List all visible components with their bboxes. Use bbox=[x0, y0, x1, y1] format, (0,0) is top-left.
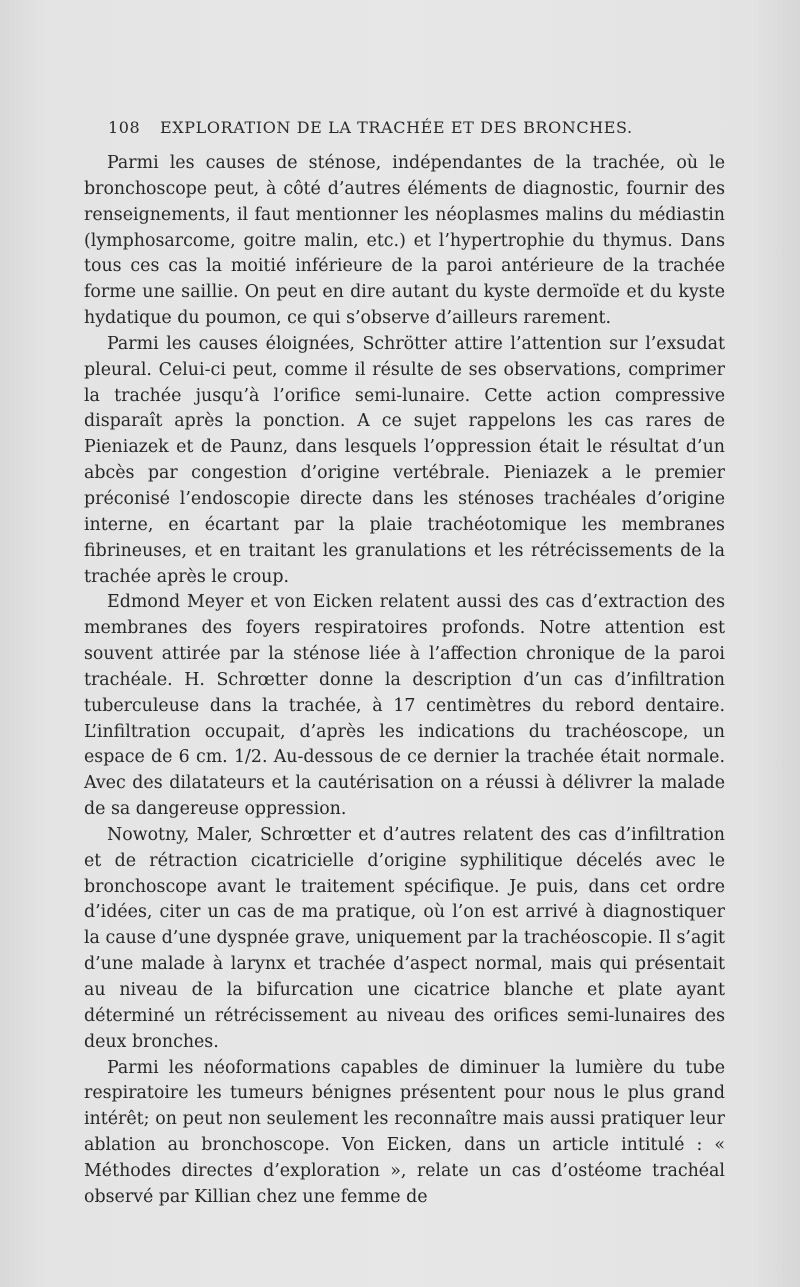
paragraph-meyer-eicken: Edmond Meyer et von Eicken relatent aussi des cas d’extraction des membranes des foyers respiratoires profonds. Notre attention est souvent attirée par la sténose liée à l’affection chronique de la paroi trachéale. H. Schrœtter donne la description d’un cas d’infiltration tuberculeuse dans la trachée, à 17 centimètres du rebord dentaire. L’infiltration occupait, d’après les indications du trachéoscope, un espace de 6 cm. 1/2. Au-dessous de ce dernier la trachée était normale. Avec des dilatateurs et la cautérisation on a réussi à délivrer la malade de sa dangereuse oppression. bbox=[84, 592, 725, 820]
page-number: 108 bbox=[108, 118, 141, 137]
body-text bbox=[84, 151, 725, 1211]
paragraph-neoformations: Parmi les néoformations capables de diminuer la lumière du tube respiratoire les tumeurs bénignes présentent pour nous le plus grand intérêt; on peut non seulement les reconnaître mais aussi pratiquer leur ablation au bronchoscope. Von Eicken, dans un article intitulé : « Méthodes directes d’exploration », relate un cas d’ostéome trachéal observé par Killian chez une femme de bbox=[84, 1057, 725, 1207]
paragraph-nowotny: Nowotny, Maler, Schrœtter et d’autres relatent des cas d’infiltration et de rétraction cicatricielle d’origine syphilitique décelés avec le bronchoscope avant le traitement spécifique. Je puis, dans cet ordre d’idées, citer un cas de ma pratique, où l’on est arrivé à diagnostiquer la cause d’une dyspnée grave, uniquement par la trachéoscopie. Il s’agit d’une malade à larynx et trachée d’aspect normal, mais qui présentait au niveau de la bifurcation une cicatrice blanche et plate ayant déterminé un rétrécissement au niveau des orifices semi-lunaires des deux bronches. bbox=[84, 824, 725, 1052]
paragraph-causes-eloignees: Parmi les causes éloignées, Schrötter attire l’attention sur l’exsudat pleural. Celui-ci peut, comme il résulte de ses observations, comprimer la trachée jusqu’à l’orifice semi-lunaire. Cette action compressive disparaît après la ponction. A ce sujet rappelons les cas rares de Pieniazek et de Paunz, dans lesquels l’oppression était le résultat d’un abcès par congestion d’origine vertébrale. Pieniazek a le premier préconisé l’endoscopie directe dans les sténoses trachéales d’origine interne, en écartant par la plaie trachéotomique les membranes fibrineuses, et en traitant les granulations et les rétrécissements de la trachée après le croup. bbox=[84, 333, 725, 587]
page-header bbox=[108, 118, 648, 137]
paragraph-stenose-causes: Parmi les causes de sténose, indépendantes de la trachée, où le bronchoscope peut, à côté d’autres éléments de diagnostic, fournir des renseignements, il faut mentionner les néoplasmes malins du médiastin (lymphosarcome, goitre malin, etc.) et l’hypertrophie du thymus. Dans tous ces cas la moitié inférieure de la paroi antérieure de la trachée forme une saillie. On peut en dire autant du kyste dermoïde et du kyste hydatique du poumon, ce qui s’observe d’ailleurs rarement. bbox=[84, 153, 725, 329]
running-title: EXPLORATION DE LA TRACHÉE ET DES BRONCHES. bbox=[160, 118, 633, 137]
